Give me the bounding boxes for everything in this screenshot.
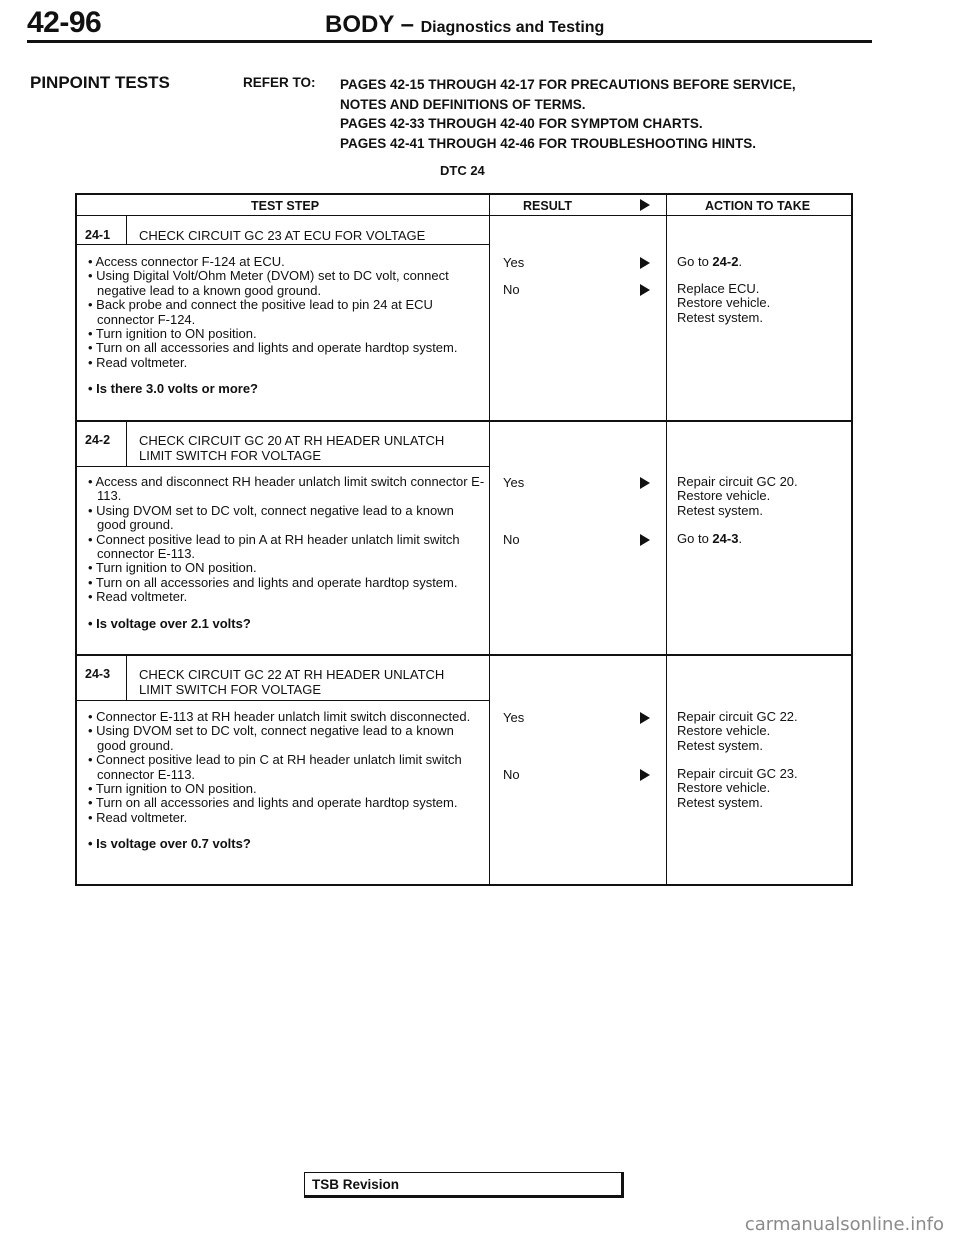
step-instructions [85, 710, 485, 852]
step-question: • Is voltage over 2.1 volts? [88, 615, 251, 631]
dtc-title: DTC 24 [440, 163, 485, 178]
step-title: CHECK CIRCUIT GC 22 AT RH HEADER UNLATCH LIMIT SWITCH FOR VOLTAGE [139, 667, 445, 697]
step-instructions [85, 255, 485, 397]
step-number-divider [126, 422, 127, 466]
step-question: • Is there 3.0 volts or more? [88, 381, 258, 397]
result-no: No [503, 532, 520, 547]
header-action: ACTION TO TAKE [705, 199, 811, 213]
header-rule [77, 215, 851, 216]
step-separator [77, 420, 851, 422]
refer-line: PAGES 42-33 THROUGH 42-40 FOR SYMPTOM CHARTS. [340, 116, 703, 131]
step-title-rule [77, 244, 489, 245]
instruction-item: • Using DVOM set to DC volt, connect negative lead to a known good ground. [88, 723, 454, 753]
instruction-item: • Connect positive lead to pin C at RH header unlatch limit switch connector E-113. [88, 752, 462, 782]
step-title-rule [77, 466, 489, 467]
header-arrow-icon [640, 199, 650, 211]
result-yes: Yes [503, 255, 525, 270]
instruction-item: • Connect positive lead to pin A at RH header unlatch limit switch connector E-113. [88, 531, 460, 562]
step-number: 24-1 [85, 228, 111, 242]
site-watermark: carmanualsonline.info [744, 1214, 944, 1235]
instruction-item: • Turn ignition to ON position. [88, 560, 257, 576]
action-text: Go to 24-3. [677, 531, 743, 546]
step-number-divider [126, 216, 127, 244]
instruction-item: • Read voltmeter. [88, 354, 188, 370]
tsb-revision-box [304, 1172, 624, 1198]
header-rule [27, 40, 872, 43]
header-result: RESULT [523, 199, 573, 213]
instruction-item: • Back probe and connect the positive lead to pin 24 at ECU connector F-124. [88, 297, 433, 327]
result-no: No [503, 282, 520, 297]
result-arrow-icon [640, 769, 650, 781]
page-title [325, 11, 604, 39]
instruction-item: • Connector E-113 at RH header unlatch limit switch disconnected. [88, 709, 471, 724]
instruction-item: • Turn ignition to ON position. [88, 326, 257, 342]
step-title: CHECK CIRCUIT GC 23 AT ECU FOR VOLTAGE [139, 228, 426, 243]
step-number: 24-3 [85, 667, 111, 681]
result-arrow-icon [640, 534, 650, 546]
step-title: CHECK CIRCUIT GC 20 AT RH HEADER UNLATCH LIMIT SWITCH FOR VOLTAGE [139, 433, 445, 463]
instruction-item: • Turn on all accessories and lights and operate hardtop system. [88, 340, 458, 356]
result-yes: Yes [503, 710, 525, 725]
instruction-item: • Read voltmeter. [88, 589, 188, 605]
instruction-item: • Turn on all accessories and lights and operate hardtop system. [88, 574, 458, 590]
action-text: Go to 24-2. [677, 254, 743, 269]
pinpoint-tests-heading: PINPOINT TESTS [30, 73, 170, 92]
result-yes: Yes [503, 475, 525, 490]
column-divider [489, 195, 490, 884]
instruction-item: • Turn ignition to ON position. [88, 781, 257, 797]
instruction-item: • Turn on all accessories and lights and operate hardtop system. [88, 795, 458, 811]
refer-line: PAGES 42-15 THROUGH 42-17 FOR PRECAUTIONS BEFORE SERVICE, [340, 77, 796, 92]
step-separator [77, 654, 851, 656]
instruction-item: • Using Digital Volt/Ohm Meter (DVOM) set to DC volt, connect negative lead to a known good ground. [88, 268, 449, 298]
page-number: 42-96 [27, 6, 102, 39]
refer-to-label: REFER TO: [243, 75, 316, 90]
pinpoint-test-table [75, 193, 853, 886]
step-question: • Is voltage over 0.7 volts? [88, 836, 251, 852]
result-arrow-icon [640, 477, 650, 489]
refer-line: PAGES 42-41 THROUGH 42-46 FOR TROUBLESHOOTING HINTS. [340, 135, 757, 151]
refer-line: NOTES AND DEFINITIONS OF TERMS. [340, 96, 586, 112]
title-separator: – [393, 11, 421, 38]
tsb-revision-label: TSB Revision [312, 1177, 400, 1192]
title-subtitle: Diagnostics and Testing [420, 19, 605, 36]
title-main: BODY [325, 11, 394, 38]
step-number: 24-2 [85, 433, 111, 447]
instruction-item: • Access connector F-124 at ECU. [88, 254, 285, 269]
result-no: No [503, 767, 520, 782]
column-divider [666, 195, 667, 884]
instruction-item: • Read voltmeter. [88, 809, 188, 825]
instruction-item: • Access and disconnect RH header unlatch limit switch connector E-113. [88, 474, 485, 504]
step-instructions [85, 475, 485, 631]
result-arrow-icon [640, 284, 650, 296]
result-arrow-icon [640, 257, 650, 269]
action-text: Repair circuit GC 22. Restore vehicle. Retest system. [677, 709, 798, 753]
step-title-rule [77, 700, 489, 701]
step-number-divider [126, 656, 127, 700]
result-arrow-icon [640, 712, 650, 724]
header-test-step: TEST STEP [251, 199, 320, 213]
instruction-item: • Using DVOM set to DC volt, connect negative lead to a known good ground. [88, 502, 454, 533]
action-text: Repair circuit GC 23. Restore vehicle. Retest system. [677, 766, 798, 810]
action-text: Replace ECU. Restore vehicle. Retest system. [677, 281, 771, 325]
action-text: Repair circuit GC 20. Restore vehicle. Retest system. [677, 474, 798, 518]
refer-to-list [340, 75, 796, 153]
